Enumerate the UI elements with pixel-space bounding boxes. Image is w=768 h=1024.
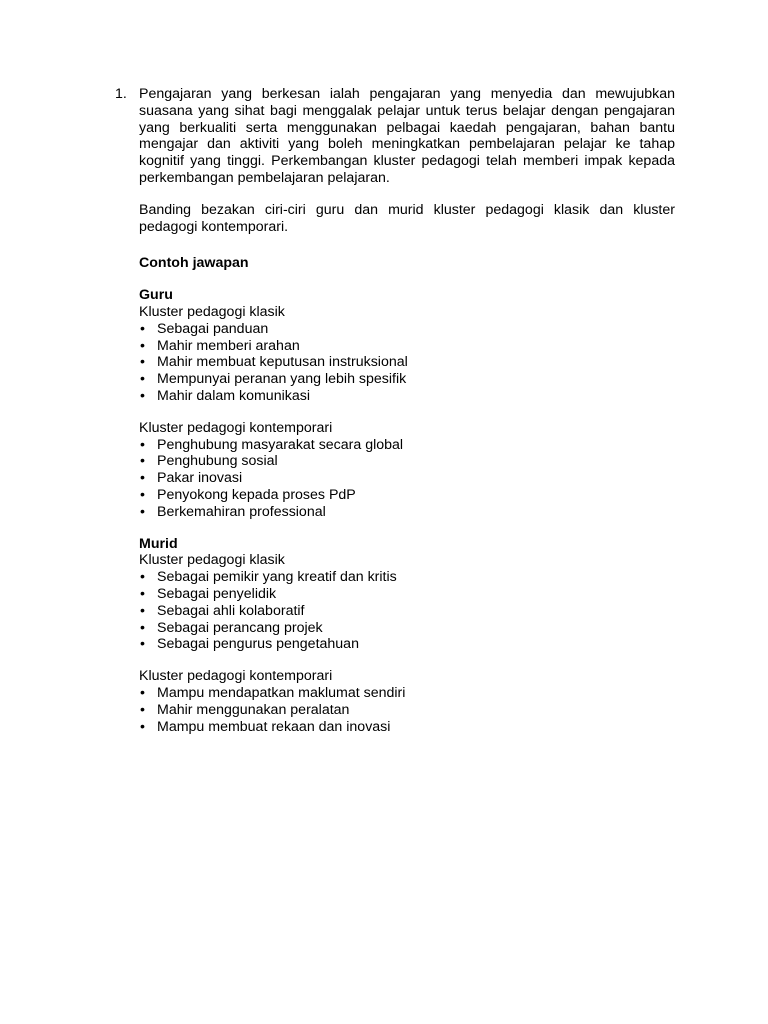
bullet-icon: • — [140, 569, 145, 586]
murid-kontemporari-heading: Kluster pedagogi kontemporari — [139, 668, 333, 685]
bullet-icon: • — [140, 453, 145, 470]
bullet-icon: • — [140, 320, 145, 337]
list-item — [139, 354, 675, 371]
bullet-icon: • — [140, 470, 145, 487]
answer-heading: Contoh jawapan — [139, 255, 249, 272]
list-item-text: Sebagai penyelidik — [157, 585, 277, 602]
list-item — [139, 636, 675, 653]
list-item — [139, 388, 675, 405]
list-item — [139, 321, 675, 338]
list-item-text: Mahir membuat keputusan instruksional — [157, 354, 408, 371]
list-item — [139, 685, 675, 702]
list-item — [139, 453, 675, 470]
list-item-text: Penghubung sosial — [157, 453, 278, 470]
document-content — [139, 86, 675, 750]
list-item-text: Mampu membuat rekaan dan inovasi — [157, 718, 391, 735]
murid-klasik-list — [139, 569, 675, 653]
list-item — [139, 338, 675, 355]
guru-klasik-heading: Kluster pedagogi klasik — [139, 303, 285, 320]
bullet-icon: • — [140, 354, 145, 371]
list-item — [139, 569, 675, 586]
list-item-text: Mampu mendapatkan maklumat sendiri — [157, 684, 406, 701]
list-item-text: Mahir menggunakan peralatan — [157, 701, 350, 718]
list-item — [139, 371, 675, 388]
guru-kontemporari-heading: Kluster pedagogi kontemporari — [139, 419, 333, 436]
list-item — [139, 586, 675, 603]
bullet-icon: • — [140, 718, 145, 735]
list-item-text: Pakar inovasi — [157, 470, 243, 487]
bullet-icon: • — [140, 636, 145, 653]
list-item-text: Sebagai perancang projek — [157, 619, 323, 636]
list-item-text: Sebagai ahli kolaboratif — [157, 602, 305, 619]
bullet-icon: • — [140, 684, 145, 701]
bullet-icon: • — [140, 436, 145, 453]
list-item-text: Penghubung masyarakat secara global — [157, 436, 404, 453]
bullet-icon: • — [140, 602, 145, 619]
list-item-text: Mempunyai peranan yang lebih spesifik — [157, 371, 407, 388]
list-item-text: Sebagai pengurus pengetahuan — [157, 636, 359, 653]
murid-kontemporari-list — [139, 685, 675, 735]
list-item-text: Mahir memberi arahan — [157, 337, 300, 354]
question-paragraph: Pengajaran yang berkesan ialah pengajaran yang menyedia dan mewujubkan suasana yang sihat bagi menggalak pelajar untuk terus belajar dengan pengajaran yang berkualiti serta menggunakan pelbagai kaedah pengajaran, bahan bantu mengajar dan aktiviti yang boleh meningkatkan pembelajaran pelajar ke tahap kognitif yang tinggi. Perkembangan kluster pedagogi telah memberi impak kepada perkembangan pembelajaran pelajaran. — [139, 86, 675, 186]
guru-kontemporari-list — [139, 437, 675, 521]
list-item — [139, 504, 675, 521]
list-item-text: Penyokong kepada proses PdP — [157, 486, 356, 503]
list-item — [139, 620, 675, 637]
bullet-icon: • — [140, 585, 145, 602]
guru-klasik-list — [139, 321, 675, 405]
question-number: 1. — [115, 86, 127, 102]
bullet-icon: • — [140, 387, 145, 404]
bullet-icon: • — [140, 486, 145, 503]
murid-klasik-heading: Kluster pedagogi klasik — [139, 552, 285, 569]
guru-heading: Guru — [139, 287, 173, 304]
bullet-icon: • — [140, 701, 145, 718]
list-item-text: Berkemahiran professional — [157, 503, 326, 520]
list-item — [139, 437, 675, 454]
bullet-icon: • — [140, 337, 145, 354]
question-task: Banding bezakan ciri-ciri guru dan murid kluster pedagogi klasik dan kluster pedagogi kontemporari. — [139, 201, 675, 235]
list-item-text: Sebagai panduan — [157, 320, 269, 337]
list-item-text: Mahir dalam komunikasi — [157, 387, 310, 404]
bullet-icon: • — [140, 371, 145, 388]
list-item — [139, 603, 675, 620]
list-item — [139, 470, 675, 487]
bullet-icon: • — [140, 619, 145, 636]
list-item — [139, 487, 675, 504]
murid-heading: Murid — [139, 535, 178, 552]
bullet-icon: • — [140, 503, 145, 520]
list-item-text: Sebagai pemikir yang kreatif dan kritis — [157, 569, 397, 586]
list-item — [139, 702, 675, 719]
list-item — [139, 719, 675, 736]
